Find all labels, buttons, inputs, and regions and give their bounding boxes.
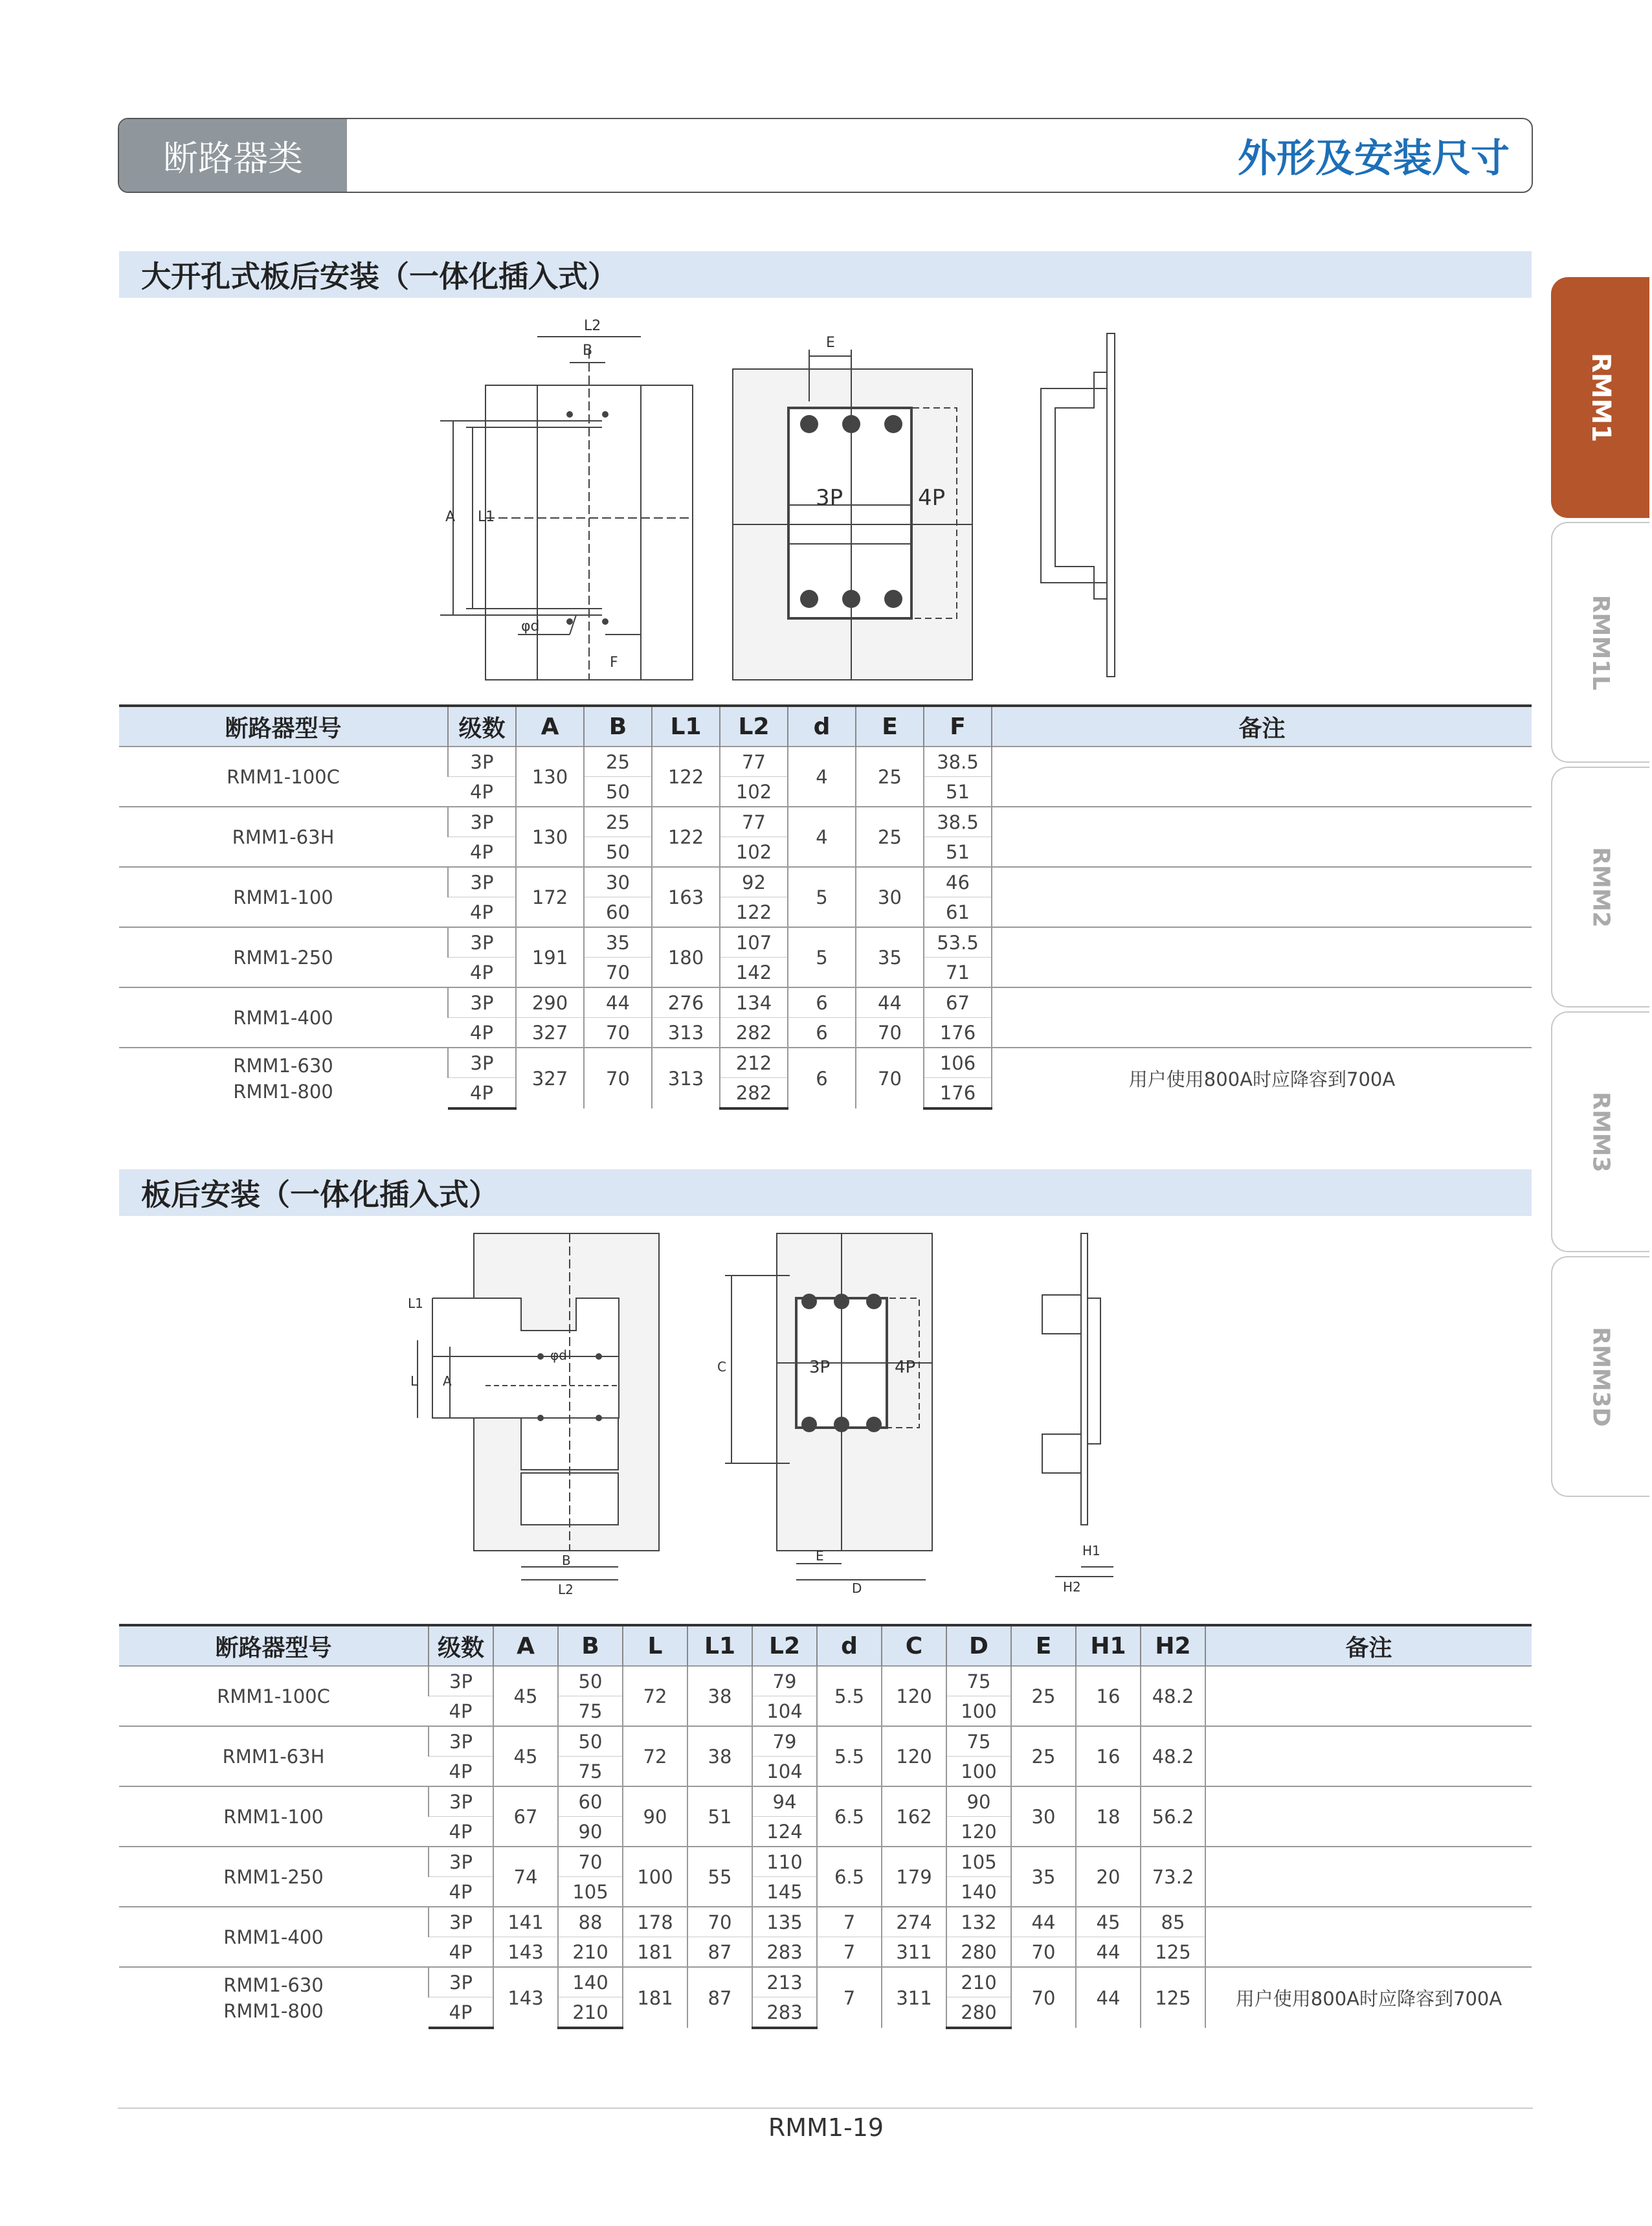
value-cell: 142 [720,958,788,988]
note-cell [992,807,1532,867]
value-cell: 4 [788,807,856,867]
model-cell: RMM1-100C [119,747,448,807]
value-cell: 70 [584,1048,652,1108]
value-cell: 120 [882,1666,946,1726]
value-cell: 282 [720,1018,788,1048]
page-number: RMM1-19 [768,2113,884,2142]
value-cell: 212 [720,1048,788,1078]
value-cell: 35 [856,927,924,987]
poles-cell: 3P [448,807,516,837]
value-cell: 311 [882,1967,946,2028]
value-cell: 67 [493,1786,558,1847]
column-header: d [788,706,856,747]
value-cell: 6 [788,1018,856,1048]
value-cell: 50 [558,1666,623,1696]
value-cell: 38.5 [924,747,992,777]
value-cell: 102 [720,837,788,868]
tab-rmm1[interactable]: RMM1 [1551,277,1649,518]
value-cell: 45 [493,1666,558,1726]
table-row [119,1907,1532,1937]
column-header: L1 [687,1625,752,1666]
column-header: L [623,1625,687,1666]
table-row [119,807,1532,837]
column-header: C [882,1625,946,1666]
value-cell: 45 [1076,1907,1141,1937]
value-cell: 107 [720,927,788,958]
dim-c-b: C [717,1359,726,1375]
column-header: E [1011,1625,1076,1666]
value-cell: 67 [924,987,992,1018]
value-cell: 283 [752,1997,817,2029]
value-cell: 38 [687,1726,752,1786]
poles-cell: 3P [448,987,516,1018]
value-cell: 124 [752,1817,817,1847]
value-cell: 38.5 [924,807,992,837]
value-cell: 134 [720,987,788,1018]
value-cell: 6 [788,1048,856,1108]
column-header: F [924,706,992,747]
category-label: 断路器类 [119,119,347,192]
value-cell: 44 [1011,1907,1076,1937]
note-cell [1205,1907,1532,1967]
value-cell: 25 [1011,1726,1076,1786]
value-cell: 5.5 [817,1666,882,1726]
note-cell [992,747,1532,807]
column-header: L2 [720,706,788,747]
column-header: B [584,706,652,747]
value-cell: 90 [946,1786,1011,1817]
note-cell: 用户使用800A时应降容到700A [992,1048,1532,1108]
value-cell: 70 [558,1847,623,1877]
dim-h2-b: H2 [1063,1579,1081,1595]
poles-cell: 3P [448,747,516,777]
value-cell: 213 [752,1967,817,1997]
page-title: 外形及安装尺寸 [1238,136,1510,181]
value-cell: 327 [516,1048,584,1108]
tab-rmm2[interactable]: RMM2 [1551,767,1649,1007]
value-cell: 70 [856,1048,924,1108]
value-cell: 274 [882,1907,946,1937]
table-row [119,747,1532,777]
value-cell: 100 [946,1757,1011,1787]
note-cell [1205,1786,1532,1847]
value-cell: 44 [1076,1937,1141,1968]
value-cell: 7 [817,1937,882,1968]
value-cell: 85 [1141,1907,1205,1937]
poles-cell: 3P [429,1726,493,1757]
poles-cell: 4P [448,777,516,807]
value-cell: 5.5 [817,1726,882,1786]
value-cell: 327 [516,1018,584,1048]
dim-d-b: φd [550,1347,567,1363]
value-cell: 90 [623,1786,687,1847]
poles-cell: 3P [429,1786,493,1817]
note-cell [1205,1726,1532,1786]
value-cell: 179 [882,1847,946,1907]
value-cell: 122 [720,897,788,928]
value-cell: 130 [516,747,584,807]
value-cell: 140 [946,1877,1011,1907]
column-header: B [558,1625,623,1666]
value-cell: 30 [584,867,652,897]
tab-rmm3d[interactable]: RMM3D [1551,1256,1649,1497]
value-cell: 72 [623,1726,687,1786]
dim-e: E [826,335,835,351]
value-cell: 25 [584,747,652,777]
value-cell: 105 [558,1877,623,1907]
dim-d2-b: D [852,1580,862,1596]
table-row [119,867,1532,897]
model-cell: RMM1-630 RMM1-800 [119,1967,429,2028]
poles-cell: 3P [448,927,516,958]
column-header: 级数 [429,1625,493,1666]
tab-rmm3[interactable]: RMM3 [1551,1011,1649,1252]
model-cell: RMM1-250 [119,927,448,987]
column-header: d [817,1625,882,1666]
value-cell: 25 [1011,1666,1076,1726]
section2-title: 板后安装（一体化插入式） [119,1169,1532,1216]
section1-title: 大开孔式板后安装（一体化插入式） [119,251,1532,298]
model-cell: RMM1-100C [119,1666,429,1726]
value-cell: 5 [788,927,856,987]
value-cell: 16 [1076,1666,1141,1726]
value-cell: 60 [584,897,652,928]
value-cell: 276 [652,987,720,1018]
column-header: E [856,706,924,747]
value-cell: 92 [720,867,788,897]
value-cell: 130 [516,807,584,867]
value-cell: 55 [687,1847,752,1907]
table-row [119,927,1532,958]
value-cell: 104 [752,1757,817,1787]
value-cell: 122 [652,807,720,867]
value-cell: 77 [720,807,788,837]
model-cell: RMM1-100 [119,867,448,927]
value-cell: 210 [558,1997,623,2029]
table-row [119,987,1532,1018]
value-cell: 100 [623,1847,687,1907]
value-cell: 25 [856,807,924,867]
poles-cell: 3P [429,1847,493,1877]
label-3p: 3P [816,485,843,511]
value-cell: 6.5 [817,1786,882,1847]
column-header: 备注 [992,706,1532,747]
value-cell: 280 [946,1997,1011,2029]
value-cell: 280 [946,1937,1011,1968]
table-row [119,1967,1532,1997]
value-cell: 44 [856,987,924,1018]
value-cell: 53.5 [924,927,992,958]
value-cell: 74 [493,1847,558,1907]
value-cell: 75 [946,1666,1011,1696]
value-cell: 125 [1141,1937,1205,1968]
value-cell: 105 [946,1847,1011,1877]
model-cell: RMM1-63H [119,807,448,867]
value-cell: 283 [752,1937,817,1968]
poles-cell: 4P [429,1817,493,1847]
note-cell: 用户使用800A时应降容到700A [1205,1967,1532,2028]
dim-a: A [445,509,456,525]
value-cell: 50 [584,837,652,868]
value-cell: 20 [1076,1847,1141,1907]
value-cell: 104 [752,1696,817,1727]
value-cell: 162 [882,1786,946,1847]
tab-rmm1l[interactable]: RMM1L [1551,522,1649,763]
column-header: 级数 [448,706,516,747]
value-cell: 313 [652,1048,720,1108]
label-4p-b: 4P [895,1358,916,1377]
poles-cell: 3P [429,1967,493,1997]
note-cell [992,867,1532,927]
poles-cell: 4P [448,897,516,928]
value-cell: 110 [752,1847,817,1877]
poles-cell: 4P [429,1997,493,2029]
label-4p: 4P [918,485,946,511]
poles-cell: 3P [429,1907,493,1937]
dim-f: F [610,655,618,671]
value-cell: 172 [516,867,584,927]
value-cell: 70 [584,1018,652,1048]
dim-h1-b: H1 [1082,1543,1100,1558]
value-cell: 70 [1011,1967,1076,2028]
poles-cell: 3P [448,1048,516,1078]
dimension-table-1 [119,704,1532,1110]
dim-l2: L2 [584,318,601,334]
column-header: H1 [1076,1625,1141,1666]
model-cell: RMM1-400 [119,987,448,1048]
value-cell: 48.2 [1141,1666,1205,1726]
value-cell: 35 [1011,1847,1076,1907]
value-cell: 210 [558,1937,623,1968]
value-cell: 44 [584,987,652,1018]
value-cell: 72 [623,1666,687,1726]
value-cell: 6.5 [817,1847,882,1907]
value-cell: 51 [924,777,992,807]
value-cell: 70 [584,958,652,988]
value-cell: 44 [1076,1967,1141,2028]
model-cell: RMM1-100 [119,1786,429,1847]
column-header: A [493,1625,558,1666]
value-cell: 50 [584,777,652,807]
value-cell: 282 [720,1078,788,1109]
value-cell: 30 [856,867,924,927]
value-cell: 45 [493,1726,558,1786]
dim-b: B [583,343,593,359]
value-cell: 88 [558,1907,623,1937]
value-cell: 141 [493,1907,558,1937]
column-header: 备注 [1205,1625,1532,1666]
value-cell: 163 [652,867,720,927]
value-cell: 5 [788,867,856,927]
value-cell: 56.2 [1141,1786,1205,1847]
value-cell: 70 [1011,1937,1076,1968]
value-cell: 18 [1076,1786,1141,1847]
value-cell: 6 [788,987,856,1018]
value-cell: 176 [924,1018,992,1048]
value-cell: 181 [623,1937,687,1968]
model-cell: RMM1-63H [119,1726,429,1786]
note-cell [992,927,1532,987]
table-row [119,1726,1532,1757]
dim-l1-b: L1 [408,1296,423,1311]
value-cell: 102 [720,777,788,807]
dim-l2-b: L2 [558,1582,574,1597]
value-cell: 87 [687,1967,752,2028]
value-cell: 90 [558,1817,623,1847]
value-cell: 7 [817,1907,882,1937]
value-cell: 178 [623,1907,687,1937]
value-cell: 79 [752,1726,817,1757]
value-cell: 210 [946,1967,1011,1997]
value-cell: 135 [752,1907,817,1937]
model-cell: RMM1-630 RMM1-800 [119,1048,448,1108]
note-cell [1205,1666,1532,1726]
column-header: H2 [1141,1625,1205,1666]
table-row [119,1847,1532,1877]
value-cell: 94 [752,1786,817,1817]
value-cell: 290 [516,987,584,1018]
poles-cell: 3P [448,867,516,897]
dim-l1: L1 [478,509,495,525]
value-cell: 176 [924,1078,992,1109]
model-cell: RMM1-250 [119,1847,429,1907]
poles-cell: 4P [448,958,516,988]
dim-d: φd [521,618,540,635]
value-cell: 100 [946,1696,1011,1727]
value-cell: 143 [493,1967,558,2028]
value-cell: 311 [882,1937,946,1968]
table-row [119,1048,1532,1078]
column-header: L1 [652,706,720,747]
value-cell: 87 [687,1937,752,1968]
value-cell: 180 [652,927,720,987]
column-header: 断路器型号 [119,706,448,747]
value-cell: 35 [584,927,652,958]
value-cell: 313 [652,1018,720,1048]
value-cell: 143 [493,1937,558,1968]
poles-cell: 4P [429,1877,493,1907]
value-cell: 25 [584,807,652,837]
value-cell: 106 [924,1048,992,1078]
value-cell: 73.2 [1141,1847,1205,1907]
value-cell: 191 [516,927,584,987]
value-cell: 181 [623,1967,687,2028]
value-cell: 48.2 [1141,1726,1205,1786]
note-cell [1205,1847,1532,1907]
table-row [119,1666,1532,1696]
poles-cell: 4P [448,1018,516,1048]
note-cell [992,987,1532,1048]
column-header: D [946,1625,1011,1666]
value-cell: 77 [720,747,788,777]
value-cell: 70 [687,1907,752,1937]
dimension-table-2 [119,1624,1532,2029]
section2-diagram [388,1224,1165,1612]
poles-cell: 4P [448,837,516,868]
value-cell: 70 [856,1018,924,1048]
value-cell: 75 [558,1757,623,1787]
poles-cell: 4P [448,1078,516,1109]
value-cell: 120 [946,1817,1011,1847]
dim-b-b: B [562,1553,571,1568]
value-cell: 51 [924,837,992,868]
value-cell: 125 [1141,1967,1205,2028]
dim-l-b: L [410,1373,418,1389]
footer-rule [118,2108,1533,2109]
value-cell: 75 [946,1726,1011,1757]
dim-a-b: A [443,1373,452,1389]
column-header: A [516,706,584,747]
dim-e-b: E [816,1548,824,1564]
value-cell: 16 [1076,1726,1141,1786]
column-header: L2 [752,1625,817,1666]
value-cell: 25 [856,747,924,807]
label-3p-b: 3P [809,1358,831,1377]
value-cell: 122 [652,747,720,807]
value-cell: 7 [817,1967,882,2028]
poles-cell: 4P [429,1757,493,1787]
value-cell: 79 [752,1666,817,1696]
value-cell: 132 [946,1907,1011,1937]
value-cell: 30 [1011,1786,1076,1847]
column-header: 断路器型号 [119,1625,429,1666]
page-header [118,118,1533,193]
value-cell: 38 [687,1666,752,1726]
value-cell: 60 [558,1786,623,1817]
value-cell: 46 [924,867,992,897]
model-cell: RMM1-400 [119,1907,429,1967]
value-cell: 145 [752,1877,817,1907]
table-row [119,1786,1532,1817]
section1-diagram [388,311,1165,686]
value-cell: 120 [882,1726,946,1786]
value-cell: 50 [558,1726,623,1757]
value-cell: 61 [924,897,992,928]
value-cell: 51 [687,1786,752,1847]
value-cell: 140 [558,1967,623,1997]
value-cell: 4 [788,747,856,807]
value-cell: 71 [924,958,992,988]
poles-cell: 3P [429,1666,493,1696]
value-cell: 75 [558,1696,623,1727]
poles-cell: 4P [429,1696,493,1727]
poles-cell: 4P [429,1937,493,1968]
